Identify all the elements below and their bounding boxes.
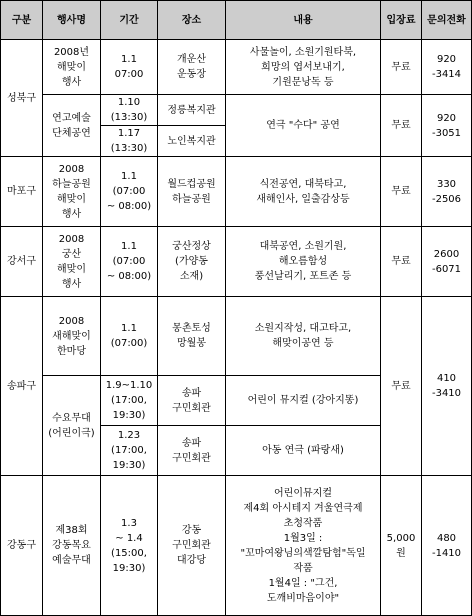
- header-place: 장소: [158, 1, 226, 40]
- district-cell: 마포구: [1, 157, 43, 227]
- table-row: [1, 95, 472, 126]
- content-cell: 대북공연, 소원기원, 해오름함성 풍선날리기, 포트존 등: [226, 227, 381, 297]
- place-cell: 월드컵공원 하늘공원: [158, 157, 226, 227]
- district-cell: 성북구: [1, 40, 43, 157]
- fee-cell: 무료: [381, 40, 422, 95]
- place-cell: 몽촌토성 망월봉: [158, 297, 226, 376]
- content-cell: 사물놀이, 소원기원타북, 희망의 엽서보내기, 기원문낭독 등: [226, 40, 381, 95]
- place-cell: 강동 구민회관 대강당: [158, 476, 226, 616]
- event-name-cell: 2008 새해맞이 한마당: [43, 297, 101, 376]
- phone-cell: 330 -2506: [422, 157, 472, 227]
- content-cell: 어린이 뮤지컬 (강아지똥): [226, 376, 381, 426]
- fee-cell: 무료: [381, 157, 422, 227]
- place-cell: 개운산 운동장: [158, 40, 226, 95]
- place-cell: 궁산정상 (가양동 소재): [158, 227, 226, 297]
- header-event-name: 행사명: [43, 1, 101, 40]
- header-district: 구분: [1, 1, 43, 40]
- phone-cell: 920 -3051: [422, 95, 472, 157]
- place-cell: 송파 구민회관: [158, 426, 226, 476]
- header-fee: 입장료: [381, 1, 422, 40]
- table-row: [1, 157, 472, 227]
- event-name-cell: 2008 하늘공원 해맞이 행사: [43, 157, 101, 227]
- fee-cell: 무료: [381, 227, 422, 297]
- content-cell: 식전공연, 대북타고, 새해인사, 일출감상등: [226, 157, 381, 227]
- period-cell: 1.1 (07:00): [101, 297, 158, 376]
- content-cell: 소원지작성, 대고타고, 해맞이공연 등: [226, 297, 381, 376]
- event-name-cell: 제38회 강동목요 예술무대: [43, 476, 101, 616]
- content-cell: 어린이뮤지컬 제4회 아시테지 겨울연극제 초청작품 1월3일 : "꼬마여왕님의색깔탐험"독일 작품 1월4일 : "그건, 도깨비마음이야": [226, 476, 381, 616]
- header-period: 기간: [101, 1, 158, 40]
- place-cell: 정릉복지관: [158, 95, 226, 126]
- period-cell: 1.1 07:00: [101, 40, 158, 95]
- period-cell: 1.17 (13:30): [101, 126, 158, 157]
- header-phone: 문의전화: [422, 1, 472, 40]
- table-row: [1, 40, 472, 95]
- district-cell: 송파구: [1, 297, 43, 476]
- period-cell: 1.9~1.10 (17:00, 19:30): [101, 376, 158, 426]
- phone-cell: 920 -3414: [422, 40, 472, 95]
- event-name-cell: 연고예술 단체공연: [43, 95, 101, 157]
- table-row: [1, 227, 472, 297]
- district-cell: 강서구: [1, 227, 43, 297]
- fee-cell: 무료: [381, 95, 422, 157]
- header-content: 내용: [226, 1, 381, 40]
- period-cell: 1.23 (17:00, 19:30): [101, 426, 158, 476]
- header-row: [1, 1, 472, 40]
- place-cell: 송파 구민회관: [158, 376, 226, 426]
- phone-cell: 2600 -6071: [422, 227, 472, 297]
- place-cell: 노인복지관: [158, 126, 226, 157]
- period-cell: 1.1 (07:00 ~ 08:00): [101, 227, 158, 297]
- event-name-cell: 수요무대 (어린이극): [43, 376, 101, 476]
- period-cell: 1.3 ~ 1.4 (15:00, 19:30): [101, 476, 158, 616]
- table-row: [1, 297, 472, 376]
- period-cell: 1.1 (07:00 ~ 08:00): [101, 157, 158, 227]
- event-name-cell: 2008년 해맞이 행사: [43, 40, 101, 95]
- fee-cell: 5,000원: [381, 476, 422, 616]
- period-cell: 1.10 (13:30): [101, 95, 158, 126]
- phone-cell: 410 -3410: [422, 297, 472, 476]
- event-name-cell: 2008 궁산 해맞이 행사: [43, 227, 101, 297]
- content-cell: 아동 연극 (파랑새): [226, 426, 381, 476]
- content-cell: 연극 "수다" 공연: [226, 95, 381, 157]
- district-cell: 강동구: [1, 476, 43, 616]
- fee-cell: 무료: [381, 297, 422, 476]
- phone-cell: 480 -1410: [422, 476, 472, 616]
